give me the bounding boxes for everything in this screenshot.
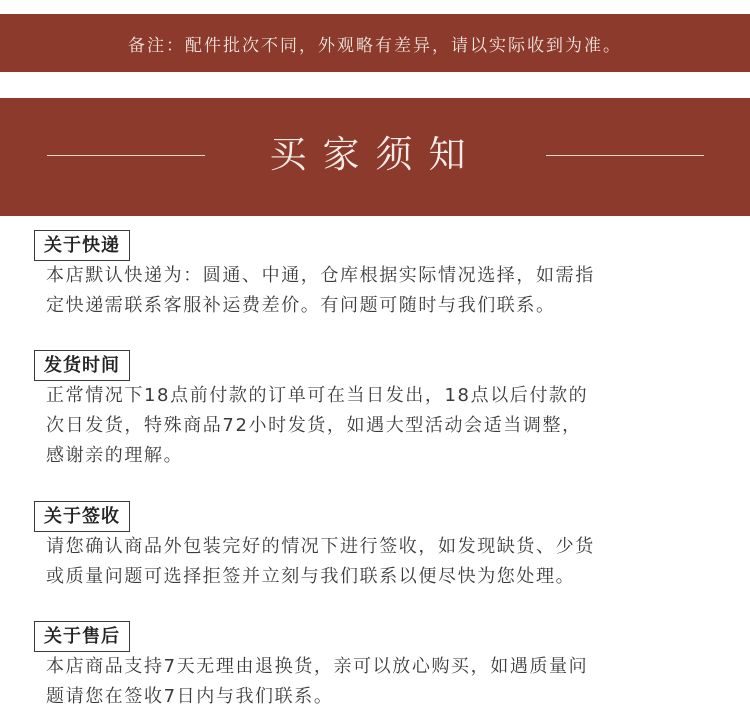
page-title: 买家须知 — [269, 133, 482, 176]
section-shipping-time — [34, 350, 724, 471]
notice-banner — [0, 14, 750, 72]
section-heading: 关于快递 — [34, 230, 130, 261]
section-text: 请您确认商品外包装完好的情况下进行签收，如发现缺货、少货 或质量问题可选择拒签并立刻与我们联系以便尽快为您处理。 — [46, 536, 595, 587]
section-heading: 发货时间 — [34, 350, 130, 381]
title-banner — [0, 98, 750, 216]
section-text: 正常情况下18点前付款的订单可在当日发出，18点以后付款的 次日发货，特殊商品72小时发货，如遇大型活动会适当调整， 感谢亲的理解。 — [46, 385, 589, 466]
section-heading: 关于售后 — [34, 621, 130, 652]
section-delivery-signing — [34, 501, 724, 592]
title-divider-left — [47, 155, 205, 156]
section-text: 本店商品支持7天无理由退换货，亲可以放心购买，如遇质量问 题请您在签收7日内与我们联系。 — [46, 656, 589, 707]
section-after-sales — [34, 621, 724, 712]
title-divider-right — [546, 155, 704, 156]
notice-text: 备注：配件批次不同，外观略有差异，请以实际收到为准。 — [128, 35, 622, 56]
section-text: 本店默认快递为：圆通、中通，仓库根据实际情况选择，如需指 定快递需联系客服补运费差价。有问题可随时与我们联系。 — [46, 265, 595, 316]
section-heading: 关于签收 — [34, 501, 130, 532]
section-express — [34, 230, 724, 321]
